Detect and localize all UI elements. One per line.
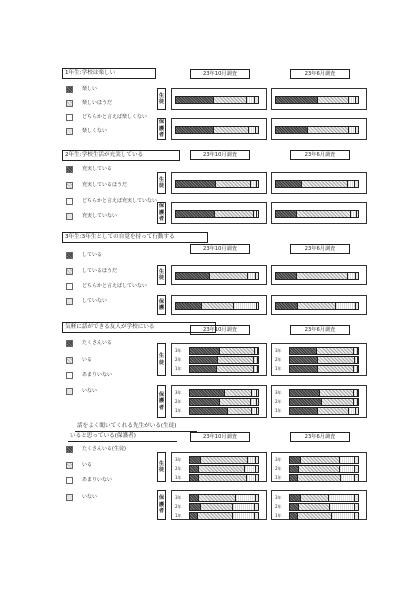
respondent-tag [157, 202, 166, 224]
bar-segment [354, 181, 358, 187]
bar-segment [354, 513, 358, 519]
stacked-bar [289, 356, 359, 364]
bar-segment [319, 390, 353, 396]
respondent-tag-char: 護 [158, 501, 165, 508]
bar-segment [317, 366, 352, 372]
bar-segment [244, 466, 254, 472]
row-label: 1年 [275, 513, 282, 518]
stacked-bar [189, 494, 259, 502]
respondent-tag-char: 徒 [158, 275, 165, 281]
respondent-tag-char: 保 [158, 119, 165, 126]
legend-label: どちらかと言えばしていない [82, 283, 148, 289]
row-label: 3年 [175, 390, 182, 395]
bar-segment [176, 303, 201, 309]
respondent-tag-char: 者 [158, 216, 165, 223]
stacked-bar [175, 210, 259, 218]
row-label: 1年 [175, 408, 182, 413]
stacked-bar [189, 356, 259, 364]
respondent-tag [157, 385, 166, 418]
bar-segment [317, 408, 348, 414]
bar-segment [335, 303, 355, 309]
row-label: 1年 [175, 366, 182, 371]
bar-segment [317, 97, 348, 103]
legend-label: 充実しているほうだ [82, 182, 128, 188]
bar-segment [213, 127, 248, 133]
bar-segment [235, 495, 255, 501]
legend-swatch [66, 128, 73, 135]
legend-label: 充実していない [82, 213, 118, 219]
bar-segment [214, 211, 253, 217]
stacked-bar [289, 365, 359, 373]
legend-swatch [66, 340, 73, 347]
row-label: 1年 [175, 513, 182, 518]
bar-segment [232, 513, 254, 519]
bar-segment [246, 475, 256, 481]
bar-segment [255, 127, 258, 133]
respondent-tag-char: 生 [158, 92, 165, 99]
respondent-tag [157, 343, 166, 376]
bar-segment [197, 513, 232, 519]
respondent-tag [157, 295, 166, 315]
bar-segment [347, 273, 355, 279]
legend-swatch [66, 252, 73, 259]
stacked-bar [189, 365, 259, 373]
bar-segment [256, 211, 258, 217]
bar-segment [290, 475, 297, 481]
stacked-bar [189, 456, 259, 464]
bar-segment [255, 466, 258, 472]
respondent-tag-char: 生 [158, 460, 165, 467]
legend-swatch [66, 283, 73, 290]
stacked-bar [189, 389, 259, 397]
bar-segment [198, 475, 246, 481]
stacked-bar [275, 210, 359, 218]
bar-segment [255, 457, 258, 463]
stacked-bar [189, 512, 259, 520]
bar-segment [300, 457, 339, 463]
bar-segment [331, 513, 354, 519]
legend-swatch [66, 462, 73, 469]
bar-segment [357, 390, 358, 396]
respondent-tag-char: 保 [158, 298, 165, 305]
bar-segment [301, 181, 347, 187]
legend-label: 充実している [82, 166, 113, 172]
column-header: 23年6月調査 [290, 150, 350, 160]
bar-segment [254, 513, 258, 519]
bar-segment [190, 466, 198, 472]
stacked-bar [289, 347, 359, 355]
bar-segment [256, 408, 258, 414]
bar-segment [357, 348, 358, 354]
column-header: 23年10月調査 [190, 69, 250, 79]
section-title-line: 話をよく聞いてくれる先生がいる(生徒) [75, 422, 197, 432]
bar-segment [356, 211, 358, 217]
bar-segment [213, 97, 246, 103]
bar-segment [298, 504, 329, 510]
bar-segment [355, 97, 358, 103]
bar-segment [316, 348, 353, 354]
bar-segment [217, 357, 252, 363]
section-title: 3年生:3年生としての自覚を持って行動する [62, 232, 208, 243]
bar-segment [329, 504, 353, 510]
respondent-tag [157, 88, 166, 110]
bar-segment [190, 495, 198, 501]
bar-segment [290, 408, 317, 414]
bar-segment [290, 348, 316, 354]
respondent-tag-char: 徒 [158, 359, 165, 366]
bar-segment [190, 348, 219, 354]
legend-label: あまりいない [82, 372, 113, 378]
legend-swatch [66, 166, 73, 173]
respondent-tag-char: 保 [158, 495, 165, 502]
legend-swatch [66, 372, 73, 379]
bar-segment [256, 390, 258, 396]
bar-segment [296, 211, 350, 217]
column-header: 23年10月調査 [190, 244, 250, 254]
bar-segment [290, 399, 321, 405]
column-header: 23年6月調査 [290, 69, 350, 79]
bar-segment [255, 475, 258, 481]
legend-swatch [66, 298, 73, 305]
stacked-bar [189, 347, 259, 355]
bar-segment [200, 457, 248, 463]
respondent-tag-char: 生 [158, 176, 165, 183]
legend-swatch [66, 114, 73, 121]
stacked-bar [289, 494, 359, 502]
respondent-tag [157, 118, 166, 140]
respondent-tag-char: 護 [158, 209, 165, 216]
legend-label: 楽しくない [82, 128, 108, 134]
bar-segment [339, 457, 354, 463]
respondent-tag-char: 生 [158, 353, 165, 360]
legend-swatch [66, 446, 73, 453]
bar-segment [224, 390, 251, 396]
respondent-tag [157, 172, 166, 194]
column-header: 23年6月調査 [290, 244, 350, 254]
stacked-bar [189, 474, 259, 482]
legend-swatch [66, 268, 73, 275]
stacked-bar [275, 126, 359, 134]
respondent-tag-char: 護 [158, 398, 165, 405]
respondent-tag-char: 徒 [158, 183, 165, 189]
legend-swatch [66, 477, 73, 484]
stacked-bar [275, 302, 359, 310]
stacked-bar [289, 503, 359, 511]
bar-segment [355, 408, 358, 414]
bar-segment [190, 399, 219, 405]
bar-segment [200, 504, 233, 510]
stacked-bar [289, 465, 359, 473]
bar-segment [276, 273, 296, 279]
row-label: 2年 [175, 466, 182, 471]
stacked-bar [289, 456, 359, 464]
bar-segment [357, 366, 358, 372]
bar-segment [176, 97, 213, 103]
bar-segment [321, 399, 354, 405]
respondent-tag-char: 徒 [158, 99, 165, 105]
legend-swatch [66, 182, 73, 189]
bar-segment [290, 357, 317, 363]
bar-segment [357, 357, 358, 363]
bar-segment [255, 495, 258, 501]
legend-swatch [66, 198, 73, 205]
legend-swatch [66, 213, 73, 220]
row-label: 3年 [275, 348, 282, 353]
bar-segment [232, 504, 254, 510]
bar-segment [290, 390, 319, 396]
bar-segment [296, 273, 347, 279]
bar-segment [354, 495, 358, 501]
row-label: 1年 [275, 475, 282, 480]
column-header: 23年10月調査 [190, 432, 250, 442]
stacked-bar [175, 180, 259, 188]
row-label: 2年 [275, 357, 282, 362]
bar-segment [256, 181, 258, 187]
row-label: 2年 [175, 399, 182, 404]
legend-label: たくさんいる(生徒) [82, 446, 126, 452]
bar-segment [290, 466, 298, 472]
bar-segment [190, 366, 216, 372]
legend-label: どちらかと言えば充実していない [82, 198, 158, 204]
bar-segment [190, 513, 197, 519]
bar-segment [290, 366, 317, 372]
bar-segment [227, 408, 251, 414]
bar-segment [190, 504, 200, 510]
stacked-bar [289, 474, 359, 482]
bar-segment [254, 97, 258, 103]
legend-label: あまりいない [82, 477, 113, 483]
bar-segment [276, 303, 297, 309]
legend-swatch [66, 86, 73, 93]
bar-segment [298, 466, 339, 472]
bar-segment [355, 127, 358, 133]
legend-label: 楽しいほうだ [82, 100, 113, 106]
column-header: 23年10月調査 [190, 150, 250, 160]
bar-segment [198, 495, 235, 501]
respondent-tag-char: 徒 [158, 467, 165, 473]
bar-segment [215, 181, 249, 187]
section-title: 2年生:学校生活が充実している [62, 150, 180, 161]
row-label: 3年 [275, 457, 282, 462]
row-label: 2年 [175, 357, 182, 362]
bar-segment [290, 504, 298, 510]
respondent-tag [157, 490, 166, 520]
stacked-bar [275, 180, 359, 188]
bar-segment [317, 357, 354, 363]
bar-segment [255, 273, 258, 279]
bar-segment [297, 475, 341, 481]
bar-segment [247, 273, 255, 279]
bar-segment [354, 504, 358, 510]
legend-label: している [82, 252, 103, 258]
bar-segment [348, 408, 355, 414]
respondent-tag-char: 者 [158, 132, 165, 139]
row-label: 3年 [175, 457, 182, 462]
bar-segment [201, 303, 234, 309]
row-label: 3年 [275, 390, 282, 395]
bar-segment [176, 211, 214, 217]
bar-segment [328, 495, 354, 501]
column-header: 23年10月調査 [190, 325, 250, 335]
bar-segment [357, 399, 358, 405]
bar-segment [247, 457, 255, 463]
bar-segment [290, 495, 300, 501]
bar-segment [190, 357, 217, 363]
bar-segment [257, 366, 258, 372]
bar-segment [190, 390, 224, 396]
bar-segment [219, 348, 254, 354]
row-label: 1年 [275, 366, 282, 371]
bar-segment [256, 399, 258, 405]
bar-segment [256, 303, 258, 309]
stacked-bar [189, 398, 259, 406]
section-title: 気軽に話ができる友人が学校にいる [62, 322, 216, 333]
bar-segment [354, 466, 358, 472]
stacked-bar [175, 272, 259, 280]
legend-label: いない [82, 388, 98, 394]
bar-segment [209, 273, 247, 279]
bar-segment [340, 475, 354, 481]
stacked-bar [275, 96, 359, 104]
bar-segment [246, 97, 254, 103]
stacked-bar [275, 272, 359, 280]
bar-segment [176, 181, 215, 187]
bar-segment [276, 181, 301, 187]
stacked-bar [289, 398, 359, 406]
legend-label: いない [82, 494, 98, 500]
legend-label: していない [82, 298, 108, 304]
bar-segment [176, 273, 209, 279]
stacked-bar [189, 407, 259, 415]
legend-label: いる [82, 462, 93, 468]
stacked-bar [289, 389, 359, 397]
bar-segment [190, 475, 198, 481]
bar-segment [290, 457, 300, 463]
bar-segment [307, 127, 348, 133]
bar-segment [216, 366, 253, 372]
bar-segment [354, 457, 358, 463]
bar-segment [257, 348, 258, 354]
stacked-bar [175, 96, 259, 104]
bar-segment [190, 457, 200, 463]
row-label: 1年 [175, 475, 182, 480]
bar-segment [300, 495, 329, 501]
respondent-tag-char: 生 [158, 268, 165, 275]
stacked-bar [189, 465, 259, 473]
bar-segment [297, 513, 331, 519]
column-header: 23年6月調査 [290, 432, 350, 442]
stacked-bar [289, 512, 359, 520]
bar-segment [254, 504, 258, 510]
bar-segment [276, 127, 307, 133]
legend-swatch [66, 100, 73, 107]
bar-segment [219, 399, 250, 405]
row-label: 1年 [275, 408, 282, 413]
row-label: 2年 [275, 504, 282, 509]
bar-segment [355, 303, 358, 309]
respondent-tag-char: 保 [158, 203, 165, 210]
legend-label: たくさんいる [82, 340, 113, 346]
section-title: 1年生:学校は楽しい [62, 68, 156, 79]
legend-swatch [66, 388, 73, 395]
row-label: 3年 [275, 495, 282, 500]
respondent-tag-char: 護 [158, 305, 165, 311]
section-title-line: いると思っている(保護者) [68, 432, 177, 442]
legend-label: どちらかと言えば楽しくない [82, 114, 148, 120]
stacked-bar [175, 126, 259, 134]
column-header: 23年6月調査 [290, 325, 350, 335]
legend-label: いる [82, 357, 93, 363]
row-label: 2年 [275, 399, 282, 404]
row-label: 2年 [275, 466, 282, 471]
legend-swatch [66, 357, 73, 364]
bar-segment [290, 513, 297, 519]
row-label: 2年 [175, 504, 182, 509]
respondent-tag-char: 護 [158, 125, 165, 132]
respondent-tag-char: 者 [158, 404, 165, 411]
stacked-bar [189, 503, 259, 511]
bar-segment [233, 303, 255, 309]
row-label: 3年 [175, 495, 182, 500]
respondent-tag-char: 保 [158, 391, 165, 398]
bar-segment [176, 127, 213, 133]
respondent-tag [157, 452, 166, 482]
legend-swatch [66, 494, 73, 501]
respondent-tag-char: 者 [158, 508, 165, 515]
bar-segment [355, 273, 358, 279]
legend-label: しているほうだ [82, 268, 118, 274]
bar-segment [347, 181, 354, 187]
bar-segment [276, 97, 317, 103]
bar-segment [339, 466, 354, 472]
bar-segment [198, 466, 244, 472]
row-label: 3年 [175, 348, 182, 353]
bar-segment [276, 211, 296, 217]
bar-segment [257, 357, 258, 363]
legend-label: 楽しい [82, 86, 98, 92]
stacked-bar [289, 407, 359, 415]
stacked-bar [175, 302, 259, 310]
respondent-tag [157, 265, 166, 285]
bar-segment [297, 303, 335, 309]
bar-segment [190, 408, 227, 414]
bar-segment [354, 475, 358, 481]
